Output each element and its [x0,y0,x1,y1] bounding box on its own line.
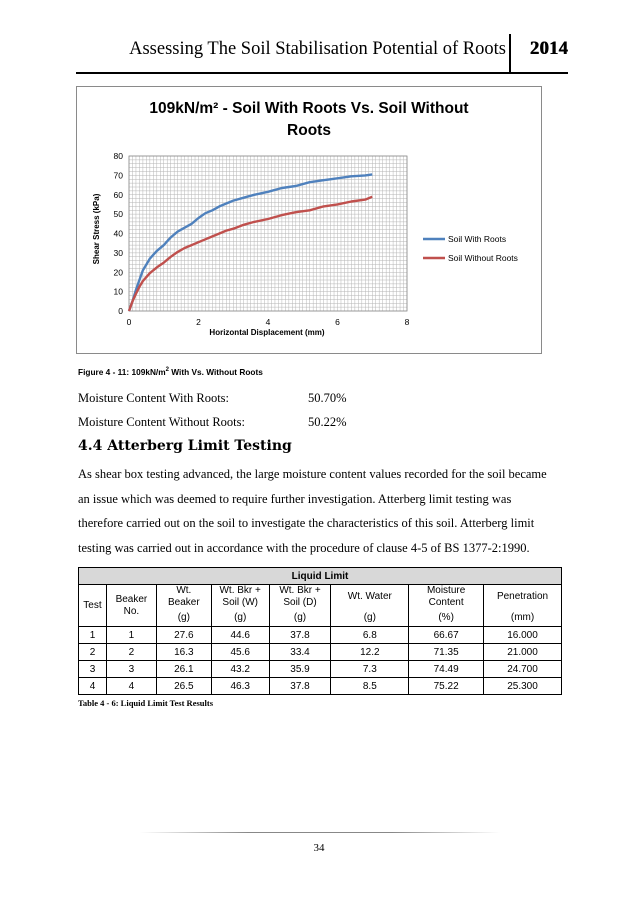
table-row [79,644,562,661]
table-unit-cell: (%) [409,609,484,627]
chart-title-line1: 109kN/m² - Soil With Roots Vs. Soil Without [149,100,469,117]
header-divider [509,34,511,74]
chart-title-line2: Roots [287,122,331,139]
table-cell: 2 [106,644,156,661]
x-tick-label: 6 [335,317,340,327]
chart-x-axis-label: Horizontal Displacement (mm) [209,328,325,337]
table-cell: 44.6 [211,627,269,644]
moisture-row-with-roots: Moisture Content With Roots: 50.70% [78,391,347,405]
table-header-cell: Moisture Content [409,585,484,610]
chart-legend [423,234,518,263]
shear-stress-chart [76,86,542,354]
table-row [79,661,562,678]
table-cell: 6.8 [331,627,409,644]
footer-rule [140,832,500,833]
x-tick-label: 2 [196,317,201,327]
table-cell: 45.6 [211,644,269,661]
chart-canvas [77,87,541,353]
running-header [76,30,568,74]
table-cell: 16.000 [484,627,562,644]
table-header-cell: Penetration [484,585,562,610]
table-cell: 4 [106,678,156,695]
table-cell: 26.5 [156,678,211,695]
chart-grid [129,156,407,311]
y-tick-label: 60 [113,189,123,200]
x-tick-label: 4 [265,317,271,327]
y-tick-label: 70 [113,170,123,181]
table-cell: 1 [79,627,107,644]
x-tick-label: 8 [404,317,410,327]
body-paragraph [78,462,568,560]
table-cell: 12.2 [331,644,409,661]
table-header-cell: Wt. Beaker [156,585,211,610]
legend-label: Soil Without Roots [448,253,518,263]
table-cell: 37.8 [269,627,331,644]
y-tick-label: 40 [113,228,123,239]
table-row [79,678,562,695]
paragraph-line: testing was carried out in accordance with the procedure of clause 4-5 of BS 1377-2:1990. [78,540,530,555]
table-header-row [79,585,562,610]
section-heading: 4.4 Atterberg Limit Testing [78,438,292,454]
table-cell: 46.3 [211,678,269,695]
table-unit-cell: (mm) [484,609,562,627]
table-cell: 16.3 [156,644,211,661]
table-cell: 37.8 [269,678,331,695]
y-tick-label: 20 [113,267,123,278]
table-header-cell: Wt. Bkr + Soil (D) [269,585,331,610]
y-tick-label: 80 [113,151,123,161]
paragraph-line: therefore carried out on the soil to investigate the characteristics of this soil. Atterberg limit [78,516,535,531]
liquid-limit-table [78,567,562,695]
table-cell: 43.2 [211,661,269,678]
table-cell: 21.000 [484,644,562,661]
legend-label: Soil With Roots [448,234,507,244]
paragraph-line: an issue which was deemed to require further investigation. Atterberg limit testing was [78,491,512,506]
table-cell: 3 [79,661,107,678]
table-unit-cell: (g) [269,609,331,627]
page-number: 34 [313,842,325,854]
table-header-cell: Test [79,585,107,627]
header-year: 2014 [529,39,568,59]
table-header-cell: Wt. Water [331,585,409,610]
table-cell: 26.1 [156,661,211,678]
chart-y-axis-label: Shear Stress (kPa) [92,193,101,265]
paragraph-line: As shear box testing advanced, the large moisture content values recorded for the soil became [78,467,547,481]
header-rule [76,72,568,74]
table-body [79,627,562,695]
table-cell: 8.5 [331,678,409,695]
table-cell: 27.6 [156,627,211,644]
running-title: Assessing The Soil Stabilisation Potential of Roots [129,39,506,59]
table-unit-cell: (g) [331,609,409,627]
table-cell: 4 [79,678,107,695]
x-tick-label: 0 [126,317,132,327]
table-cell: 7.3 [331,661,409,678]
table-cell: 71.35 [409,644,484,661]
table-cell: 24.700 [484,661,562,678]
table-cell: 3 [106,661,156,678]
table-cell: 1 [106,627,156,644]
y-tick-label: 50 [113,209,123,220]
figure-caption: Figure 4 - 11: $109kN/m^2$ With Vs. Without Roots [78,367,263,377]
table-unit-cell: (g) [211,609,269,627]
table-unit-cell: (g) [156,609,211,627]
y-tick-label: 10 [113,286,123,297]
table-cell: 75.22 [409,678,484,695]
table-header-cell: Beaker No. [106,585,156,627]
table-cell: 35.9 [269,661,331,678]
table-cell: 25.300 [484,678,562,695]
table-title: Liquid Limit [79,568,562,585]
table-caption: Table 4 - 6: Liquid Limit Test Results [78,698,214,708]
y-tick-label: 30 [113,247,123,258]
moisture-row-without-roots: Moisture Content Without Roots: 50.22% [78,415,347,429]
y-tick-label: 0 [118,306,123,316]
table-header-cell: Wt. Bkr + Soil (W) [211,585,269,610]
table-cell: 74.49 [409,661,484,678]
table-cell: 66.67 [409,627,484,644]
table-cell: 33.4 [269,644,331,661]
table-cell: 2 [79,644,107,661]
table-row [79,627,562,644]
